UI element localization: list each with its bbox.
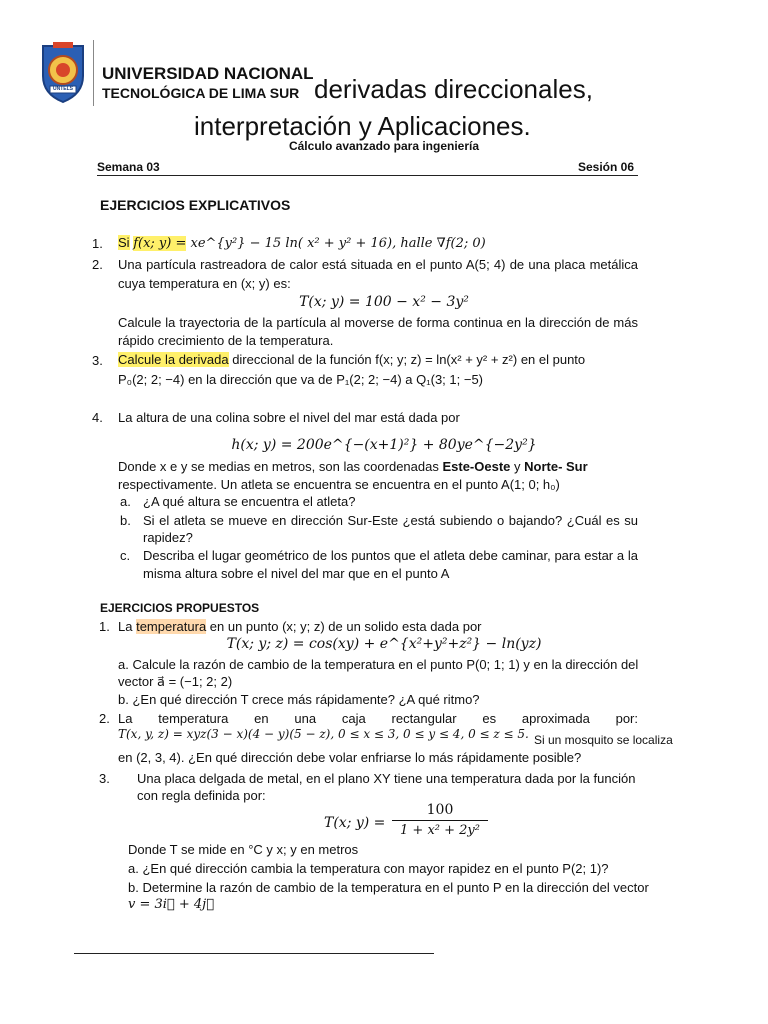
logo-label: UNTELS xyxy=(53,86,73,92)
proposed-3-fraction xyxy=(392,802,488,839)
page-title-line1: derivadas direccionales, xyxy=(314,74,593,104)
proposed-3b: b. Determine la razón de cambio de la temperatura en el punto P en la dirección del vector xyxy=(128,880,649,895)
highlight-function: f(x; y) = xyxy=(133,236,187,251)
proposed-1a-line1: a. Calcule la razón de cambio de la temperatura en el punto P(0; 1; 1) y en la dirección del xyxy=(118,657,639,672)
exercise-1 xyxy=(118,234,486,253)
exercise-3-text: direccional de la función f(x; y; z) = ln(x² + y² + z²) en el punto xyxy=(228,352,586,367)
proposed-1-la: La xyxy=(118,619,137,634)
proposed-1a-line2: vector a⃗ = (−1; 2; 2) xyxy=(118,674,233,689)
exercise-number: 3. xyxy=(92,353,103,368)
conjunction: y xyxy=(510,459,525,474)
proposed-2-line1: La temperatura en una caja rectangular es aproximada por: xyxy=(118,711,638,726)
header-rule xyxy=(97,175,638,176)
exercise-3-line1 xyxy=(118,351,638,369)
proposed-1-text: en un punto (x; y; z) de un solido esta dada por xyxy=(206,619,482,634)
exercise-number: 1. xyxy=(99,619,110,634)
proposed-3-line3: Donde T se mide en °C y x; y en metros xyxy=(128,842,359,857)
exercise-number: 3. xyxy=(99,771,110,786)
exercise-2-line4: rápido crecimiento de la temperatura. xyxy=(118,333,334,348)
exercise-4-line3: respectivamente. Un atleta se encuentra se encuentra en el punto A(1; 0; h₀) xyxy=(118,477,560,492)
proposed-1b: b. ¿En qué dirección T crece más rápidamente? ¿A qué ritmo? xyxy=(118,692,480,707)
exercise-4b-line1: Si el atleta se mueve en dirección Sur-Este ¿está subiendo o bajando? ¿Cuál es su xyxy=(143,513,638,528)
highlight-calcule: Calcule la derivada xyxy=(118,352,229,367)
item-label-b: b. xyxy=(120,513,131,528)
exercise-number: 1. xyxy=(92,236,103,251)
exercise-4a: ¿A qué altura se encuentra el atleta? xyxy=(143,494,356,509)
section-heading-explicativos: EJERCICIOS EXPLICATIVOS xyxy=(100,197,291,213)
item-label-c: c. xyxy=(120,548,131,563)
highlight-temperatura: temperatura xyxy=(136,619,207,634)
proposed-2-line2: Si un mosquito se localiza xyxy=(534,733,673,747)
exercise-3-line2: P₀(2; 2; −4) en la dirección que va de P₁(2; 2; −4) a Q₁(3; 1; −5) xyxy=(118,372,484,387)
item-label-a: a. xyxy=(120,494,131,509)
exercise-2-line1: Una partícula rastreadora de calor está situada en el punto A(5; 4) de una placa metálica xyxy=(118,257,638,272)
proposed-3-vector: v = 3i⃗ + 4j⃗ xyxy=(128,897,214,912)
exercise-4-text: Donde x e y se medias en metros, son las coordenadas xyxy=(118,459,443,474)
university-logo xyxy=(38,42,88,104)
exercise-4-line2 xyxy=(118,458,638,476)
proposed-1-line1 xyxy=(118,618,482,636)
highlight-si: Si xyxy=(118,235,130,250)
exercise-number: 4. xyxy=(92,410,103,425)
subtitle: Cálculo avanzado para ingeniería xyxy=(288,139,480,153)
exercise-2-line2: cuya temperatura en (x; y) es: xyxy=(118,276,291,291)
exercise-number: 2. xyxy=(99,711,110,726)
norte-sur: Norte- Sur xyxy=(524,459,588,474)
proposed-3-line2: con regla definida por: xyxy=(137,788,266,803)
session-label: Sesión 06 xyxy=(578,160,635,174)
exercise-4-formula: h(x; y) = 200e^{−(x+1)²} + 80ye^{−2y²} xyxy=(231,437,537,453)
fraction-bar xyxy=(392,820,488,821)
page-title-line2: interpretación y Aplicaciones. xyxy=(194,111,531,141)
exercise-1-formula: xe^{y²} − 15 ln( x² + y² + 16), halle ∇f(2; 0) xyxy=(186,236,486,251)
proposed-2-line3: en (2, 3, 4). ¿En qué dirección debe volar enfriarse lo más rápidamente posible? xyxy=(118,750,582,765)
exercise-4b-line2: rapidez? xyxy=(143,530,193,545)
proposed-3a: a. ¿En qué dirección cambia la temperatura con mayor rapidez en el punto P(2; 1)? xyxy=(128,861,609,876)
university-name-line2: TECNOLÓGICA DE LIMA SUR xyxy=(102,85,300,101)
exercise-2-line3: Calcule la trayectoria de la partícula al moverse de forma continua en la dirección de más xyxy=(118,315,638,330)
exercise-number: 2. xyxy=(92,257,103,272)
footer-rule xyxy=(74,953,434,954)
este-oeste: Este-Oeste xyxy=(442,459,511,474)
header-divider xyxy=(93,40,94,106)
exercise-4c-line2: misma altura sobre el nivel del mar que en el punto A xyxy=(143,566,450,581)
exercise-4c-line1: Describa el lugar geométrico de los puntos que el atleta debe caminar, para estar a la xyxy=(143,548,638,563)
proposed-1-formula: T(x; y; z) = cos(xy) + e^{x²+y²+z²} − ln(yz) xyxy=(226,636,542,652)
exercise-2-formula: T(x; y) = 100 − x² − 3y² xyxy=(299,294,469,310)
exercise-4-line1: La altura de una colina sobre el nivel del mar está dada por xyxy=(118,410,460,425)
proposed-3-line1: Una placa delgada de metal, en el plano XY tiene una temperatura dada por la función xyxy=(137,771,636,786)
proposed-3-lhs: T(x; y) = xyxy=(324,815,386,831)
fraction-denominator: 1 + x² + 2y² xyxy=(400,823,480,838)
section-heading-propuestos: EJERCICIOS PROPUESTOS xyxy=(100,601,260,615)
week-label: Semana 03 xyxy=(97,160,160,174)
university-name-line1: UNIVERSIDAD NACIONAL xyxy=(102,64,314,83)
proposed-2-formula: T(x, y, z) = xyz(3 − x)(4 − y)(5 − z), 0 ≤ x ≤ 3, 0 ≤ y ≤ 4, 0 ≤ z ≤ 5. xyxy=(118,727,529,741)
fraction-numerator: 100 xyxy=(426,802,454,818)
